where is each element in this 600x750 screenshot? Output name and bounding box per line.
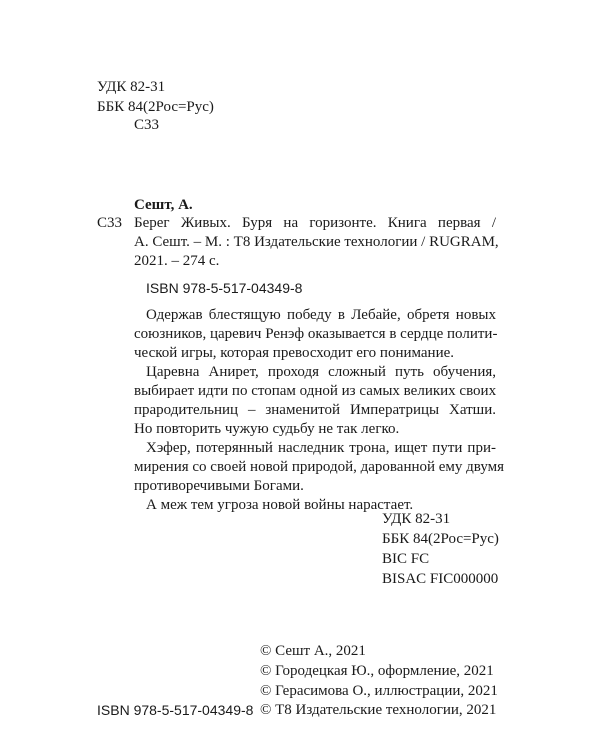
- annotation-line: прародительниц – знаменитой Императрицы Хатши.: [134, 402, 496, 418]
- annotation-line: Хэфер, потерянный наследник трона, ищет пути при-: [146, 440, 496, 456]
- annotation-line: мирения со своей новой природой, дарованной ему двумя: [134, 459, 505, 475]
- annotation-line: выбирает идти по стопам одной из самых великих своих: [134, 383, 497, 399]
- bisac-code: BISAC FIC000000: [382, 571, 499, 587]
- bbk-code-top: ББК 84(2Рос=Рус): [97, 99, 214, 115]
- annotation-line: противоречивыми Богами.: [134, 478, 304, 494]
- bibliographic-line: Берег Живых. Буря на горизонте. Книга первая /: [134, 215, 496, 231]
- author-mark-top: С33: [134, 117, 160, 133]
- copyright-line: © Т8 Издательские технологии, 2021: [260, 702, 497, 718]
- annotation-line: Одержав блестящую победу в Лебайе, обретя новых: [146, 307, 496, 323]
- copyright-line: © Сешт А., 2021: [260, 643, 366, 659]
- bic-code: BIC FC: [382, 551, 430, 567]
- isbn-bottom: ISBN 978-5-517-04349-8: [97, 702, 254, 718]
- bbk-code: ББК 84(2Рос=Рус): [382, 531, 499, 547]
- copyright-line: © Герасимова О., иллюстрации, 2021: [260, 683, 498, 699]
- isbn-description: ISBN 978-5-517-04349-8: [146, 280, 303, 296]
- udk-code-top: УДК 82-31: [97, 79, 166, 95]
- annotation-line: А меж тем угроза новой войны нарастает.: [146, 497, 414, 513]
- annotation-line: Но повторить чужую судьбу не так легко.: [134, 421, 400, 437]
- bibliographic-line: 2021. – 274 с.: [134, 253, 220, 269]
- udk-code: УДК 82-31: [382, 511, 451, 527]
- annotation-line: Царевна Анирет, проходя сложный путь обучения,: [146, 364, 496, 380]
- author-mark: С33: [97, 215, 123, 231]
- bibliographic-line: А. Сешт. – М. : Т8 Издательские технологии / RUGRAM,: [134, 234, 499, 250]
- annotation-line: ческой игры, которая превосходит его понимание.: [134, 345, 455, 361]
- annotation-line: союзников, царевич Ренэф оказывается в сердце полити-: [134, 326, 498, 342]
- author-heading: Сешт, А.: [134, 197, 193, 213]
- copyright-line: © Городецкая Ю., оформление, 2021: [260, 663, 494, 679]
